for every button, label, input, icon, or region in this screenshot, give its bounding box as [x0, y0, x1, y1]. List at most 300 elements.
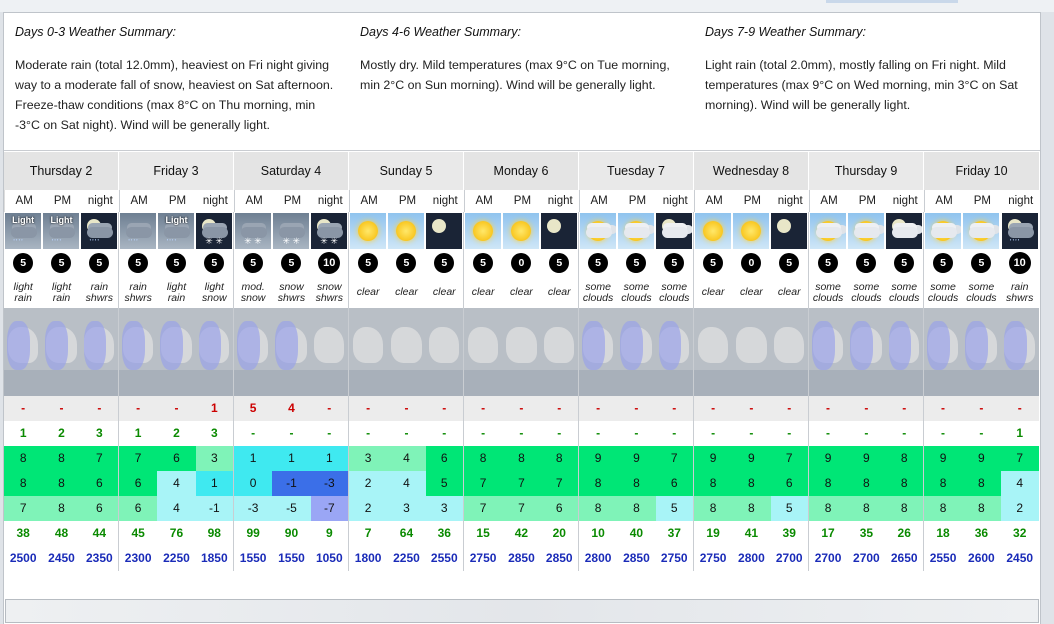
snow-value: - [42, 396, 80, 421]
freezing-level-value: 2750 [656, 546, 694, 571]
precip-map-cell [1001, 308, 1039, 396]
humidity-value: 7 [349, 521, 387, 546]
cloud-shape [49, 227, 75, 238]
freezing-level-value: 2700 [809, 546, 847, 571]
wind-cell [579, 249, 617, 277]
humidity-value: 39 [771, 521, 809, 546]
precipitation-map [617, 308, 655, 396]
description-text [851, 282, 881, 303]
weather-icon-cell [42, 212, 80, 249]
weather-icon-cell [349, 212, 387, 249]
description-line: shwrs [124, 291, 152, 304]
map-sea [234, 370, 272, 396]
precipitation-map [656, 308, 693, 396]
precipitation-map [387, 308, 425, 396]
max-temp-value: 9 [847, 446, 885, 471]
map-land [736, 327, 767, 362]
description-line: rain [14, 291, 32, 304]
moon-shape [547, 219, 561, 233]
period-label: night [887, 190, 925, 212]
forecast-table [4, 152, 1040, 571]
min-temp-value: 8 [694, 471, 732, 496]
description-text [395, 287, 418, 298]
min-temp-value: 8 [809, 471, 847, 496]
description-text [1006, 282, 1033, 303]
max-temp-value: 4 [387, 446, 425, 471]
description-line: clear [395, 286, 418, 299]
min-temp-value: 8 [924, 471, 962, 496]
rain-value: - [771, 421, 809, 446]
weather-icon-cell [771, 212, 809, 249]
wind-cell [234, 249, 272, 277]
max-temp-value: 9 [809, 446, 847, 471]
max-temp-value: 8 [42, 446, 80, 471]
description-line: some [968, 281, 995, 293]
wind-speed-icon: 5 [856, 253, 876, 273]
period-label: AM [120, 190, 158, 212]
precipitation-map [196, 308, 233, 396]
description-text [621, 282, 651, 303]
weather-icon-cell [809, 212, 847, 249]
min-temp-value: 8 [962, 471, 1000, 496]
day-header: Friday 3 [119, 152, 234, 190]
precipitation-map [272, 308, 310, 396]
snow-flakes: ✳ ✳ [244, 235, 262, 246]
snow-value: - [464, 396, 502, 421]
rain-value: - [579, 421, 617, 446]
snow-value: - [119, 396, 157, 421]
snow-value: - [809, 396, 847, 421]
wind-cell [349, 249, 387, 277]
map-land [774, 327, 804, 362]
min-temp-value: 8 [732, 471, 770, 496]
precip-map-cell [962, 308, 1000, 396]
bottom-panel [5, 599, 1039, 623]
rain-drops: ’’’’ [51, 237, 63, 247]
wind-speed-icon: 5 [779, 253, 799, 273]
description-text [124, 282, 151, 303]
max-temp-value: 8 [502, 446, 540, 471]
icon-label: Light [165, 214, 188, 225]
min-temp-value: 8 [579, 471, 617, 496]
weather-icon-cell [847, 212, 885, 249]
wind-speed-icon: 5 [933, 253, 953, 273]
snow-value: - [349, 396, 387, 421]
rain-drops: ’’’’ [89, 237, 100, 247]
description-text [740, 287, 763, 298]
wind-speed-icon: 10 [318, 252, 340, 274]
wind-speed-icon: 5 [13, 253, 33, 273]
min-temp-value: 0 [234, 471, 272, 496]
wind-cell [272, 249, 310, 277]
day-header: Tuesday 7 [579, 152, 694, 190]
description-line: clear [432, 286, 456, 299]
weather-description [617, 277, 655, 308]
map-sea [387, 370, 425, 396]
map-sea [1001, 370, 1039, 396]
precip-map-cell [617, 308, 655, 396]
precipitation-map [847, 308, 885, 396]
period-label: PM [43, 190, 81, 212]
snow-value: - [157, 396, 195, 421]
light-rain-icon [5, 213, 41, 249]
period-label: AM [465, 190, 503, 212]
weather-icon-cell [4, 212, 42, 249]
weather-icon-cell [426, 212, 464, 249]
chill-value: 3 [426, 496, 464, 521]
some-clouds-night-icon [656, 213, 692, 249]
period-label: night [197, 190, 235, 212]
precip-overlay [122, 321, 145, 369]
description-line: light [13, 281, 33, 293]
wind-cell [426, 249, 464, 277]
weather-icon-cell [311, 212, 349, 249]
humidity-value: 64 [387, 521, 425, 546]
rain-drops: ’’’’ [13, 237, 24, 247]
description-line: some [661, 281, 688, 293]
wind-cell [387, 249, 425, 277]
precip-map-cell [272, 308, 310, 396]
map-sea [502, 370, 540, 396]
weather-description [234, 277, 272, 308]
summary-title: Days 4-6 Weather Summary: [360, 25, 521, 39]
humidity-value: 44 [81, 521, 119, 546]
icon-label: Light [12, 214, 35, 225]
clear-sun-icon [733, 213, 769, 249]
precipitation-map [962, 308, 1000, 396]
description-text [548, 287, 571, 298]
precip-map-cell [886, 308, 924, 396]
min-temp-value: 5 [426, 471, 464, 496]
clear-sun-icon [503, 213, 539, 249]
period-label: PM [158, 190, 196, 212]
period-label: PM [733, 190, 771, 212]
period-label: AM [695, 190, 733, 212]
snow-value: - [886, 396, 924, 421]
period-label: PM [963, 190, 1001, 212]
freezing-level-value: 2500 [4, 546, 42, 571]
description-text [928, 282, 958, 303]
weather-icon-cell [502, 212, 540, 249]
chill-value: 2 [349, 496, 387, 521]
rain-value: - [502, 421, 540, 446]
summary-days-7-9 [694, 13, 1039, 150]
wind-cell [771, 249, 809, 277]
snow-showers-icon [273, 213, 309, 249]
summary-title: Days 0-3 Weather Summary: [15, 25, 176, 39]
cloud-shape [892, 227, 918, 238]
map-sea [311, 370, 348, 396]
snow-value: - [426, 396, 464, 421]
description-line: some [623, 281, 650, 293]
top-tab-indicator [826, 0, 958, 3]
wind-speed-icon: 0 [741, 253, 761, 273]
wind-cell [617, 249, 655, 277]
description-line: clouds [851, 291, 882, 304]
max-temp-value: 9 [579, 446, 617, 471]
description-text [278, 282, 305, 303]
snow-value: - [847, 396, 885, 421]
top-strip [0, 0, 1054, 12]
freezing-level-value: 2850 [617, 546, 655, 571]
cloud-shape [969, 227, 995, 238]
day-header: Thursday 9 [809, 152, 924, 190]
precip-overlay [237, 321, 260, 369]
cloud-shape [854, 227, 880, 238]
weather-description [771, 277, 809, 308]
weather-description [732, 277, 770, 308]
map-sea [771, 370, 808, 396]
precip-overlay [1004, 321, 1027, 369]
freezing-level-value: 1550 [234, 546, 272, 571]
precip-overlay [199, 321, 221, 369]
max-temp-value: 9 [962, 446, 1000, 471]
description-line: snow [279, 281, 304, 293]
weather-icon-cell [732, 212, 770, 249]
wind-speed-icon: 0 [511, 253, 531, 273]
wind-cell [502, 249, 540, 277]
rain-value: - [694, 421, 732, 446]
weather-icon-cell [1001, 212, 1039, 249]
chill-value: 6 [119, 496, 157, 521]
precipitation-map [426, 308, 463, 396]
moon-shape [432, 219, 446, 233]
max-temp-value: 8 [541, 446, 579, 471]
rain-value: - [464, 421, 502, 446]
map-sea [886, 370, 923, 396]
sun-shape [396, 221, 416, 241]
chill-value: 8 [809, 496, 847, 521]
chill-value: 8 [694, 496, 732, 521]
period-label: AM [810, 190, 848, 212]
weather-icon-cell [924, 212, 962, 249]
weather-description [81, 277, 119, 308]
weather-description [311, 277, 349, 308]
precip-overlay [160, 321, 183, 369]
weather-icon-cell [387, 212, 425, 249]
forecast-frame [3, 12, 1041, 624]
max-temp-value: 3 [349, 446, 387, 471]
wind-cell [196, 249, 234, 277]
description-line: light [204, 281, 224, 293]
weather-description [694, 277, 732, 308]
wind-speed-icon: 5 [588, 253, 608, 273]
map-sea [119, 370, 157, 396]
description-line: clouds [621, 291, 652, 304]
rain-value: - [809, 421, 847, 446]
cloud-shape [586, 227, 612, 238]
sun-shape [741, 221, 761, 241]
freezing-level-value: 2800 [579, 546, 617, 571]
weather-description [924, 277, 962, 308]
snow-flakes: ✳ ✳ [282, 235, 301, 246]
min-temp-value: -1 [272, 471, 310, 496]
map-sea [924, 370, 962, 396]
max-temp-value: 6 [157, 446, 195, 471]
humidity-value: 42 [502, 521, 540, 546]
sun-shape [703, 221, 723, 241]
precip-overlay [84, 321, 106, 369]
summary-text: Moderate rain (total 12.0mm), heaviest on Fri night giving way to a moderate fall of snow, heaviest on Sat afternoon. Freeze-thaw conditions (max 8°C on Thu morning, min -3°C on Sat night). Wind will be generally light. [15, 58, 334, 132]
weather-icon-cell [541, 212, 579, 249]
max-temp-value: 9 [694, 446, 732, 471]
chill-value: 7 [464, 496, 502, 521]
snow-value: - [924, 396, 962, 421]
freezing-level-value: 2350 [81, 546, 119, 571]
freezing-level-value: 1550 [272, 546, 310, 571]
map-sea [349, 370, 387, 396]
description-line: some [585, 281, 611, 293]
max-temp-value: 3 [196, 446, 234, 471]
light-rain-icon [158, 213, 194, 249]
chill-value: -5 [272, 496, 310, 521]
description-line: clear [701, 286, 725, 299]
description-line: rain [167, 291, 186, 304]
wind-speed-icon: 5 [51, 253, 71, 273]
wind-speed-icon: 5 [396, 253, 416, 273]
wind-cell [732, 249, 770, 277]
precipitation-map [809, 308, 847, 396]
freezing-level-value: 1050 [311, 546, 349, 571]
period-row [4, 190, 1040, 212]
wind-speed-icon: 5 [818, 253, 838, 273]
wind-speed-icon: 5 [89, 253, 109, 273]
description-line: clear [547, 286, 571, 299]
weather-icon-cell [157, 212, 195, 249]
wind-cell [847, 249, 885, 277]
weather-description [502, 277, 540, 308]
wind-cell [924, 249, 962, 277]
map-sea [962, 370, 1000, 396]
max-temp-value: 9 [924, 446, 962, 471]
humidity-value: 76 [157, 521, 195, 546]
wind-cell [157, 249, 195, 277]
precip-map-row [4, 308, 1040, 396]
min-temp-value: 4 [387, 471, 425, 496]
humidity-value: 90 [272, 521, 310, 546]
map-land [544, 327, 574, 362]
precip-map-cell [579, 308, 617, 396]
humidity-value: 19 [694, 521, 732, 546]
precip-map-cell [119, 308, 157, 396]
map-sea [464, 370, 502, 396]
precipitation-map [157, 308, 195, 396]
min-temp-value: 6 [656, 471, 694, 496]
precip-map-cell [694, 308, 732, 396]
description-text [778, 287, 801, 298]
rain-value: 3 [81, 421, 119, 446]
max-temp-value: 7 [771, 446, 809, 471]
precipitation-map [924, 308, 962, 396]
cloud-shape [816, 227, 842, 238]
chill-value: 8 [962, 496, 1000, 521]
min-temp-row [4, 471, 1040, 496]
description-line: shwrs [277, 291, 306, 304]
description-text [167, 282, 186, 303]
wind-speed-icon: 5 [664, 253, 684, 273]
snow-value: 5 [234, 396, 272, 421]
chill-value: 8 [617, 496, 655, 521]
precip-map-cell [81, 308, 119, 396]
weather-icon-cell [962, 212, 1000, 249]
map-land [468, 327, 499, 362]
freezing-level-value: 2250 [157, 546, 195, 571]
description-line: shwrs [315, 291, 343, 304]
period-label: AM [350, 190, 388, 212]
wind-speed-icon: 5 [703, 253, 723, 273]
sun-shape [358, 221, 378, 241]
precip-map-cell [42, 308, 80, 396]
period-label: night [312, 190, 350, 212]
summary-text: Mostly dry. Mild temperatures (max 9°C on Tue morning, min 2°C on Sun morning). Wind will be generally light. [360, 58, 670, 92]
map-sea [847, 370, 885, 396]
weather-description [272, 277, 310, 308]
description-line: clouds [927, 291, 959, 304]
precipitation-map [4, 308, 42, 396]
weather-description [541, 277, 579, 308]
weather-icon-cell [272, 212, 310, 249]
humidity-value: 35 [847, 521, 885, 546]
freezing-level-value: 2450 [1001, 546, 1039, 571]
freezing-level-value: 1850 [196, 546, 234, 571]
max-temp-value: 6 [426, 446, 464, 471]
description-line: clear [471, 286, 495, 299]
min-temp-value: 8 [4, 471, 42, 496]
precipitation-map [771, 308, 808, 396]
description-line: snow [202, 291, 227, 304]
precip-map-cell [464, 308, 502, 396]
description-line: some [891, 281, 918, 293]
map-land [506, 327, 537, 362]
summary-days-4-6 [349, 13, 694, 150]
wind-cell [119, 249, 157, 277]
description-text [202, 282, 227, 303]
rain-value: 2 [157, 421, 195, 446]
description-text [86, 282, 113, 303]
weather-icon-cell [464, 212, 502, 249]
day-header: Sunday 5 [349, 152, 464, 190]
precip-map-cell [847, 308, 885, 396]
moon-shape [777, 219, 791, 233]
description-line: rain [1010, 281, 1029, 293]
precipitation-map [311, 308, 348, 396]
clear-sun-icon [465, 213, 501, 249]
rain-value: - [656, 421, 694, 446]
bottom-area [4, 583, 1040, 624]
description-line: clouds [659, 291, 690, 304]
humidity-value: 9 [311, 521, 349, 546]
map-land [429, 327, 459, 362]
weather-icon-cell [579, 212, 617, 249]
min-temp-value: -3 [311, 471, 349, 496]
description-text [659, 282, 689, 303]
description-line: clear [356, 286, 380, 299]
map-sea [4, 370, 42, 396]
map-land [314, 327, 344, 362]
some-clouds-icon [618, 213, 654, 249]
description-line: rain [90, 281, 109, 293]
period-label: night [1002, 190, 1040, 212]
weather-icon-cell [196, 212, 234, 249]
map-sea [272, 370, 310, 396]
min-temp-value: 8 [42, 471, 80, 496]
weather-icon-cell [886, 212, 924, 249]
summary-title: Days 7-9 Weather Summary: [705, 25, 866, 39]
weather-icon-cell [81, 212, 119, 249]
max-temp-row [4, 446, 1040, 471]
period-label: AM [925, 190, 963, 212]
weather-icon-cell [119, 212, 157, 249]
